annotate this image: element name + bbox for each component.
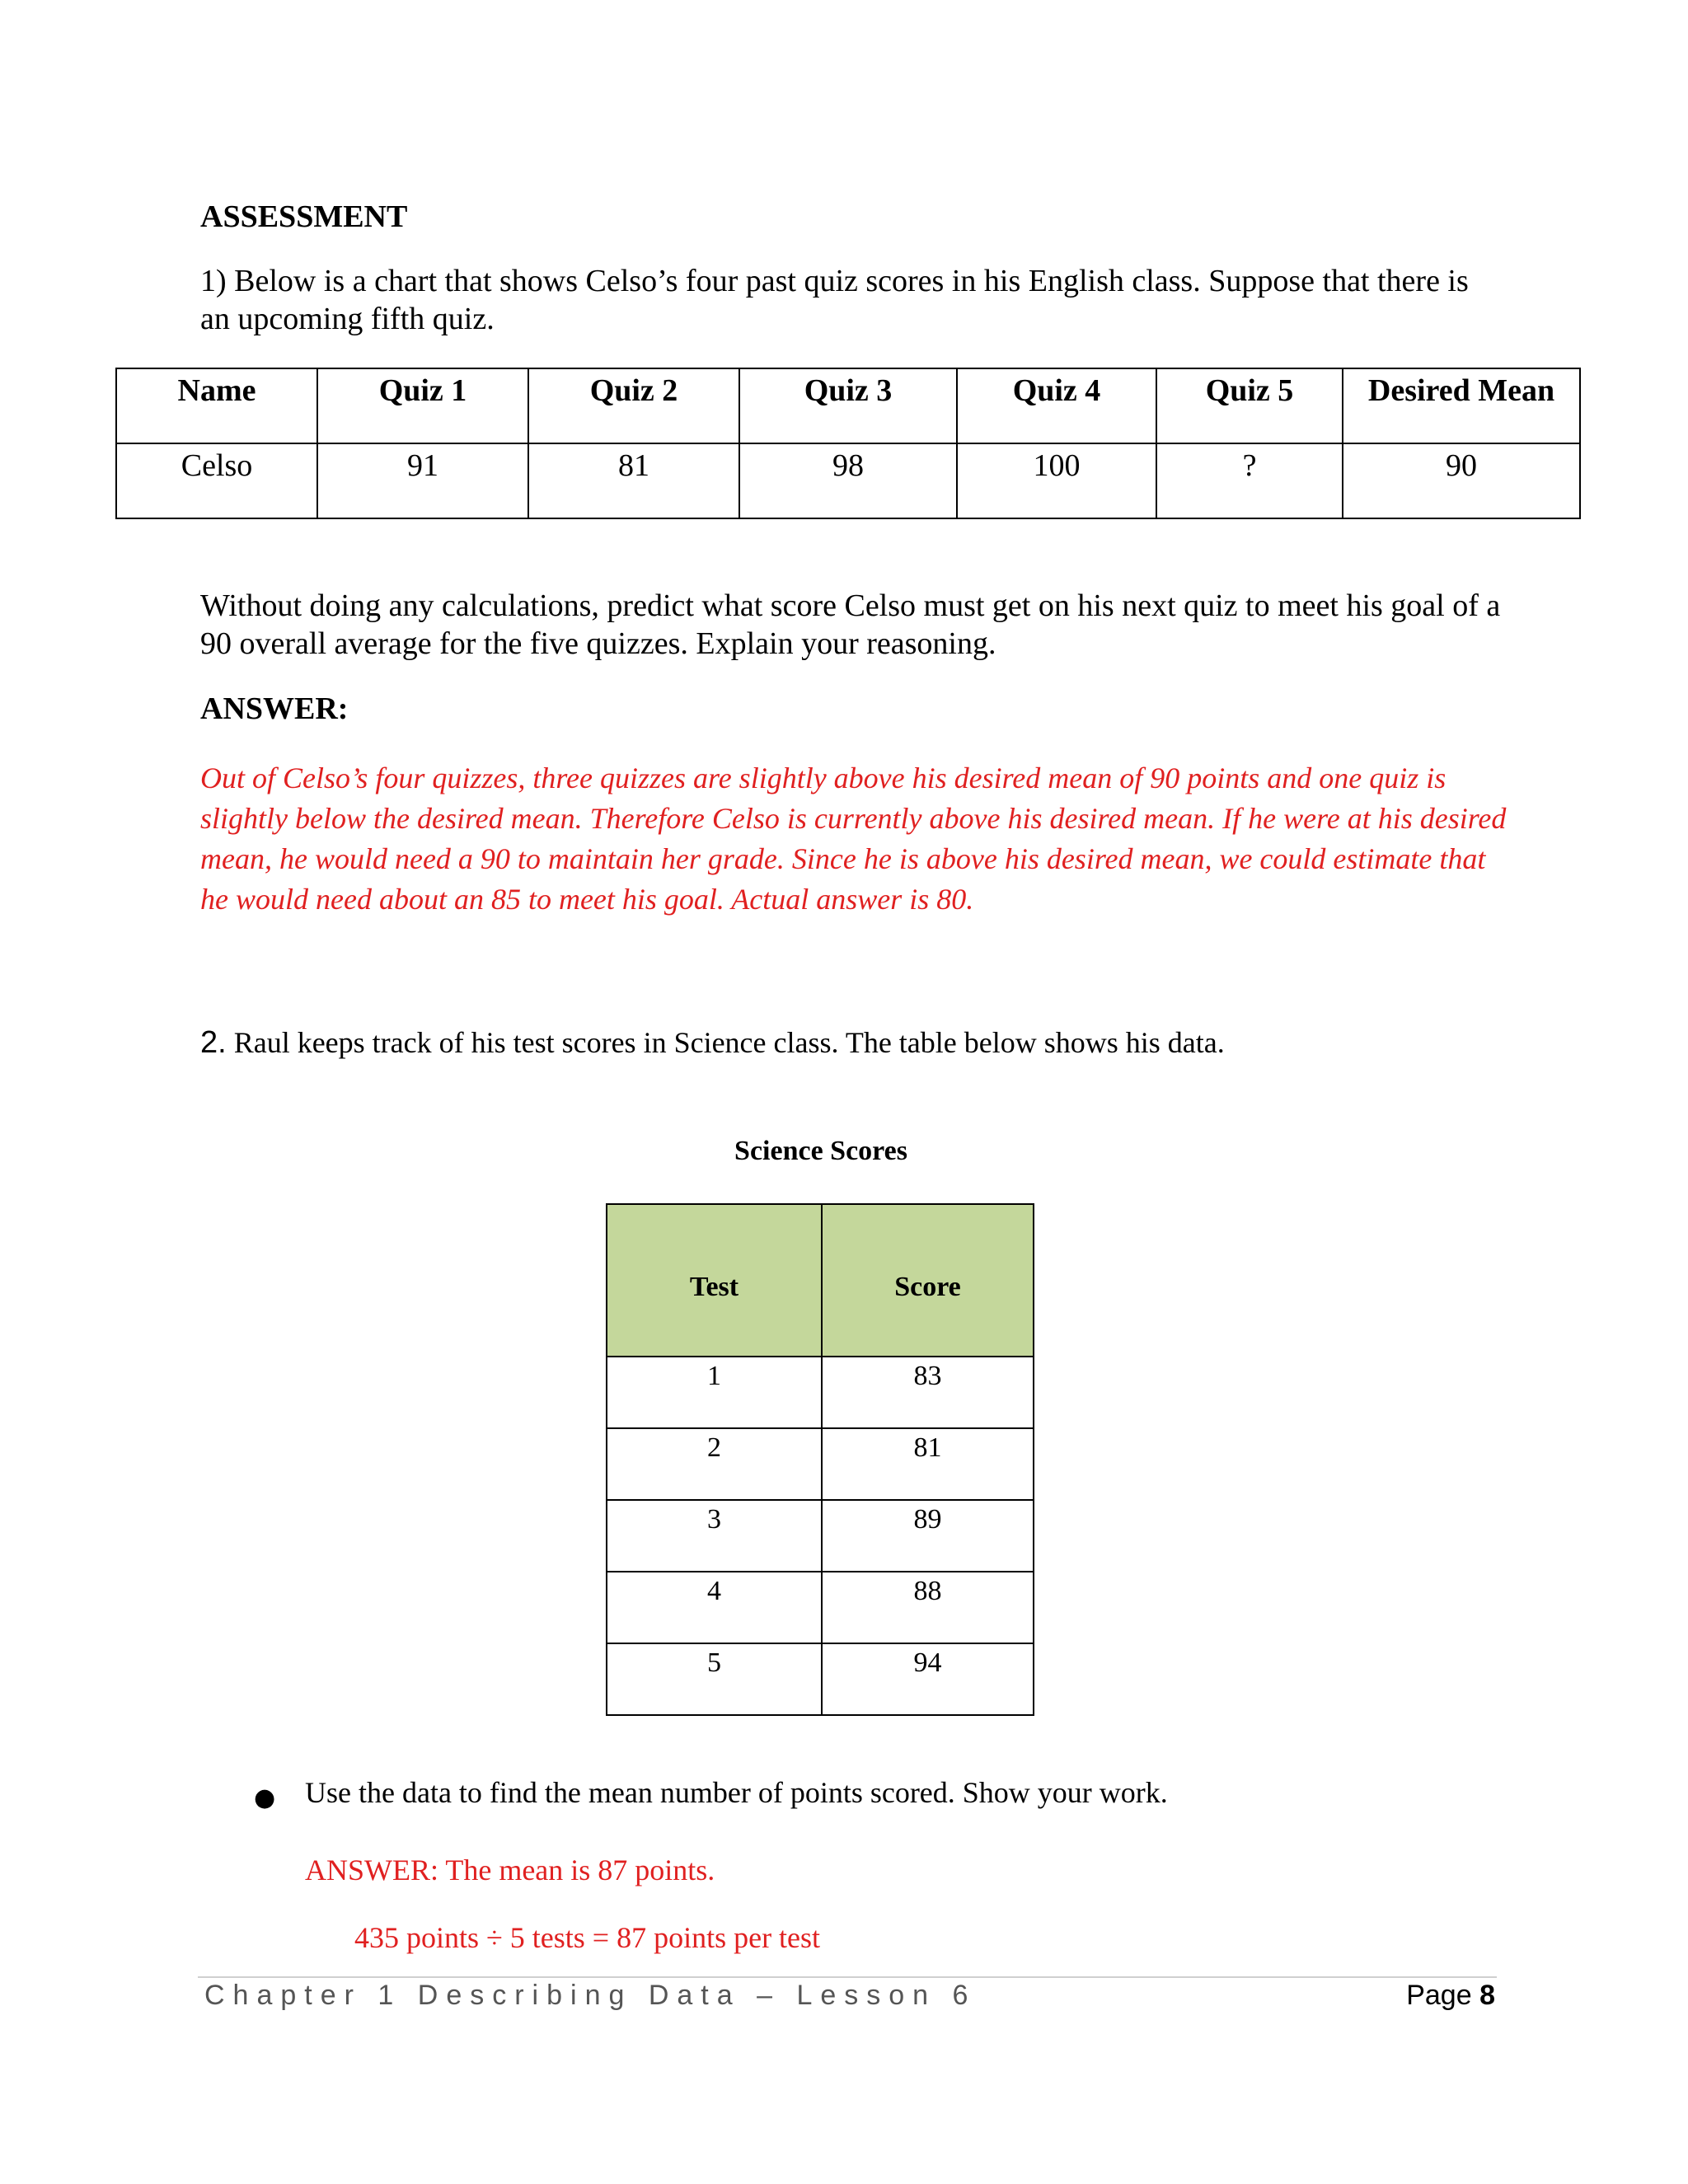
science-cell: 94 xyxy=(822,1643,1034,1715)
science-scores-table xyxy=(606,1203,1034,1716)
bullet-icon: ● xyxy=(254,1783,276,1812)
quiz-header-cell: Quiz 4 xyxy=(957,368,1156,443)
quiz-header-cell: Quiz 3 xyxy=(739,368,957,443)
question-1-instruction: Without doing any calculations, predict what score Celso must get on his next quiz to meet his goal of a 90 overall average for the five quizzes. Explain your reasoning. xyxy=(200,588,1501,661)
footer-page xyxy=(1401,1980,1495,2012)
answer-label: ANSWER: xyxy=(200,691,349,726)
quiz-scores-table xyxy=(115,368,1581,519)
science-table-header-row xyxy=(607,1204,1034,1357)
science-cell: 2 xyxy=(607,1428,822,1500)
quiz-cell: Celso xyxy=(116,443,317,518)
question-2-text: Raul keeps track of his test scores in Science class. The table below shows his data. xyxy=(233,1026,1225,1059)
footer-page-number: 8 xyxy=(1479,1980,1495,2011)
answer-2-text: ANSWER: The mean is 87 points. xyxy=(305,1854,715,1886)
footer-page-label: Page xyxy=(1406,1980,1472,2011)
question-2-bullet: Use the data to find the mean number of points scored. Show your work. xyxy=(305,1776,1168,1809)
question-2-number: 2. xyxy=(200,1025,227,1060)
science-cell: 1 xyxy=(607,1357,822,1428)
answer-1-text: Out of Celso’s four quizzes, three quizzes are slightly above his desired mean of 90 points and one quiz is slightly below the desired mean. Therefore Celso is currently above his desired mean. If he were at his desired mean, he would need a 90 to maintain her grade. Since he is above his desired mean, we could estimate that he would need about an 85 to meet his goal. Actual answer is 80. xyxy=(200,762,1507,916)
science-cell: 83 xyxy=(822,1357,1034,1428)
footer-divider xyxy=(198,1976,1497,1978)
footer-chapter: Chapter 1 Describing Data – Lesson 6 xyxy=(204,1980,977,2011)
science-header-cell: Test xyxy=(607,1204,822,1357)
question-2-prompt xyxy=(200,1024,1519,1062)
quiz-cell: 100 xyxy=(957,443,1156,518)
quiz-cell: 98 xyxy=(739,443,957,518)
science-cell: 4 xyxy=(607,1572,822,1643)
quiz-header-cell: Quiz 5 xyxy=(1156,368,1343,443)
table-row xyxy=(116,443,1580,518)
science-cell: 89 xyxy=(822,1500,1034,1572)
quiz-table-header-row xyxy=(116,368,1580,443)
quiz-header-cell: Quiz 1 xyxy=(317,368,528,443)
table-row xyxy=(607,1428,1034,1500)
science-cell: 3 xyxy=(607,1500,822,1572)
science-cell: 88 xyxy=(822,1572,1034,1643)
quiz-header-cell: Desired Mean xyxy=(1343,368,1580,443)
science-cell: 81 xyxy=(822,1428,1034,1500)
quiz-header-cell: Quiz 2 xyxy=(528,368,739,443)
science-header-cell: Score xyxy=(822,1204,1034,1357)
table-row xyxy=(607,1500,1034,1572)
table-row xyxy=(607,1357,1034,1428)
science-cell: 5 xyxy=(607,1643,822,1715)
section-heading: ASSESSMENT xyxy=(200,199,408,234)
table-row xyxy=(607,1572,1034,1643)
quiz-header-cell: Name xyxy=(116,368,317,443)
table-row xyxy=(607,1643,1034,1715)
quiz-cell: ? xyxy=(1156,443,1343,518)
quiz-cell: 81 xyxy=(528,443,739,518)
question-1-prompt: 1) Below is a chart that shows Celso’s four past quiz scores in his English class. Suppose that there is an upcoming fifth quiz. xyxy=(200,264,1469,336)
answer-2-calculation: 435 points ÷ 5 tests = 87 points per test xyxy=(354,1921,821,1954)
quiz-cell: 91 xyxy=(317,443,528,518)
science-table-title: Science Scores xyxy=(734,1136,907,1166)
quiz-cell: 90 xyxy=(1343,443,1580,518)
